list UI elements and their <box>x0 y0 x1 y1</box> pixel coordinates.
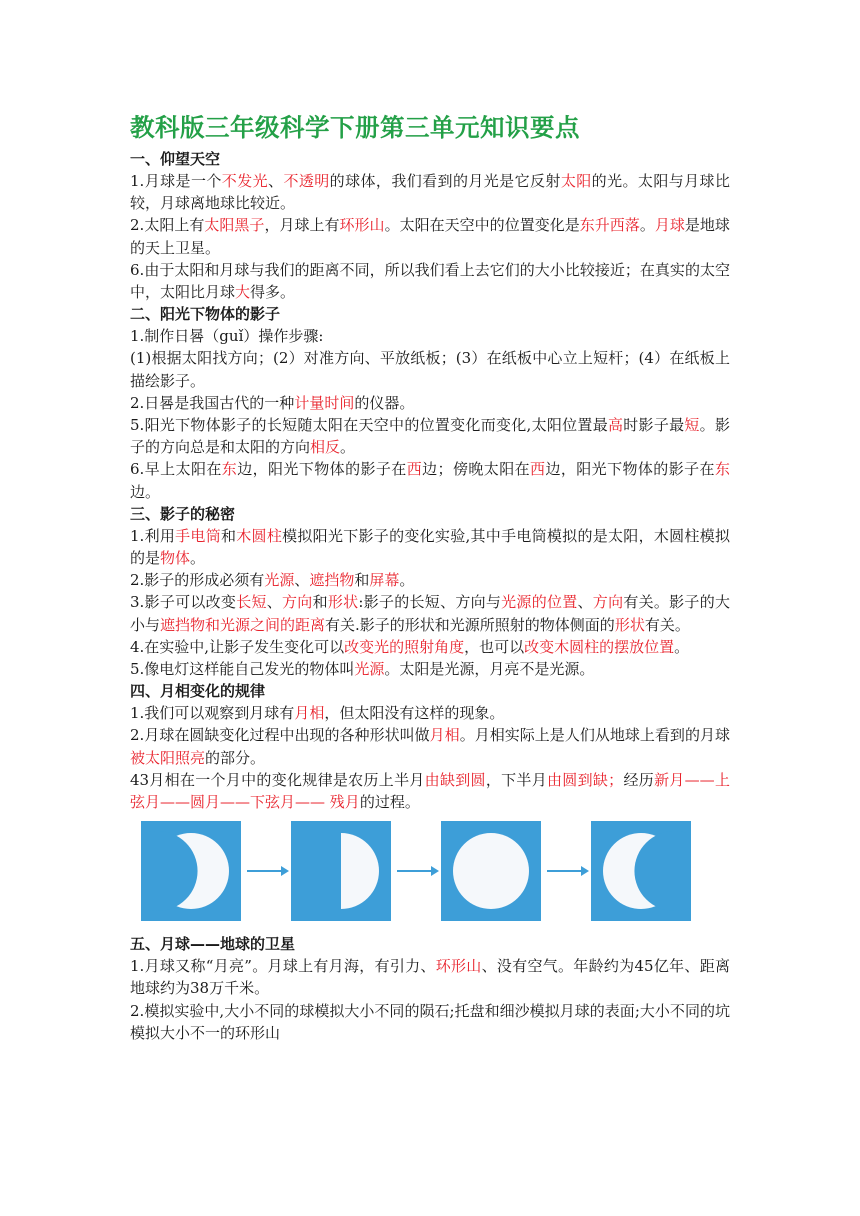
moon-phase-waxing-crescent <box>141 821 241 921</box>
highlighted-term: 东 <box>714 460 730 479</box>
paragraph <box>130 414 730 458</box>
text-run: 边，阳光下物体的影子在 <box>237 460 407 479</box>
text-run: 有关。影子的大小与 <box>130 593 730 634</box>
highlighted-term: 太阳黑子 <box>204 216 265 235</box>
paragraph <box>130 569 730 591</box>
highlighted-term: 由缺到圆 <box>424 770 486 789</box>
text-run: 和 <box>221 526 237 545</box>
document-title: 教科版三年级科学下册第三单元知识要点 <box>130 113 580 142</box>
text-run: 2.日晷是我国古代的一种 <box>130 393 295 412</box>
text-run: :影子的长短、方向与 <box>358 593 502 612</box>
text-run: 模拟阳光下影子的变化实验,其中手电筒模拟的是太阳，木圆柱模拟的是 <box>130 526 730 568</box>
paragraph <box>130 347 730 391</box>
text-run: 和 <box>354 571 370 590</box>
paragraph <box>130 769 730 813</box>
text-run: 1.利用 <box>130 526 176 545</box>
text-run: 43月相在一个月中的变化规律是农历上半月 <box>130 770 425 789</box>
text-run: 的部分。 <box>205 748 266 767</box>
moon-phase-waning-crescent <box>591 821 691 921</box>
highlighted-term: 光源的位置 <box>501 593 578 612</box>
text-run: 的光。太阳与月球比较，月球离地球比较近。 <box>130 172 730 213</box>
paragraph <box>130 170 730 214</box>
highlighted-term: 被太阳照亮 <box>130 748 206 767</box>
text-run: 2.模拟实验中,大小不同的球模拟大小不同的陨石;托盘和细沙模拟月球的表面;大小不同的坑模拟大小不一的环形山 <box>130 1001 730 1042</box>
highlighted-term: 方向 <box>282 593 313 612</box>
text-run: 和 <box>312 593 328 612</box>
section-heading: 五、月球——地球的卫星 <box>130 935 296 954</box>
text-run: 1.月球又称“月亮”。月球上有月海，有引力、 <box>130 957 436 976</box>
paragraph <box>130 636 730 658</box>
highlighted-term: 形状 <box>327 593 359 612</box>
paragraph <box>130 1000 730 1044</box>
highlighted-term: 长短 <box>236 593 267 612</box>
highlighted-term: 新月——上弦月——圆月——下弦月—— <box>130 770 730 812</box>
highlighted-term: 太阳 <box>560 172 592 190</box>
text-run: ，也可以 <box>464 637 525 656</box>
text-run: 。 <box>340 438 356 457</box>
highlighted-term: 手电筒 <box>175 526 221 545</box>
document-page <box>130 108 730 1044</box>
text-run: 6.由于太阳和月球与我们的距离不同，所以我们看上去它们的大小比较接近；在真实的太空中，太阳比月球 <box>130 260 730 302</box>
document-body <box>130 148 730 1044</box>
moon-phase-full <box>441 821 541 921</box>
moon-disc <box>453 833 529 909</box>
highlighted-term: 屏幕 <box>369 571 400 590</box>
arrow-right-icon <box>391 821 441 921</box>
highlighted-term: 环形山 <box>435 957 482 976</box>
text-run: 。月相实际上是人们从地球上看到的月球 <box>459 726 730 745</box>
text-run: 、 <box>577 593 593 612</box>
highlighted-term: 光源 <box>264 571 295 590</box>
text-run: 经历 <box>623 770 655 789</box>
paragraph <box>130 658 730 680</box>
highlighted-term: 方向 <box>592 593 624 612</box>
highlighted-term: 高 <box>607 416 624 435</box>
paragraph <box>130 525 730 569</box>
section-heading: 四、月相变化的规律 <box>130 682 266 701</box>
text-run: 。 <box>190 549 206 568</box>
text-run: 5.像电灯这样能自己发光的物体叫 <box>130 660 355 679</box>
text-run: (1)根据太阳找方向；(2）对准方向、平放纸板；(3）在纸板中心立上短杆；(4）在纸板上描绘影子。 <box>130 349 730 390</box>
moon-phase-diagram <box>141 815 730 927</box>
text-run: 边，阳光下物体的影子在 <box>545 460 715 479</box>
highlighted-term: 环形山 <box>339 216 385 235</box>
text-run: 。 <box>674 637 690 656</box>
text-run: 。太阳在天空中的位置变化是 <box>384 216 580 235</box>
text-run: 2.太阳上有 <box>130 216 205 235</box>
paragraph <box>130 724 730 768</box>
text-run: 是地球的天上卫星。 <box>130 216 730 257</box>
paragraph <box>130 458 730 502</box>
paragraph <box>130 214 730 258</box>
text-run: 。 <box>639 216 655 235</box>
highlighted-term: 遮挡物和光源之间的距离 <box>160 615 326 634</box>
section-heading: 三、影子的秘密 <box>130 504 236 523</box>
text-run: 6.早上太阳在 <box>130 460 222 479</box>
text-run: 得多。 <box>250 283 296 302</box>
highlighted-term: 西 <box>406 460 423 479</box>
section-heading: 一、仰望天空 <box>130 150 221 168</box>
highlighted-term: 相反 <box>310 438 341 457</box>
highlighted-term: 光源 <box>354 660 385 679</box>
text-run: 。影子的方向总是和太阳的方向 <box>130 416 730 457</box>
highlighted-term: 由圆到缺； <box>547 770 624 789</box>
section-heading: 二、阳光下物体的影子 <box>130 305 281 324</box>
text-run: 边；傍晚太阳在 <box>422 460 531 479</box>
text-run: 的球体，我们看到的月光是它反射 <box>329 172 561 190</box>
highlighted-term: 残月 <box>329 793 360 812</box>
highlighted-term: 计量时间 <box>294 393 355 412</box>
text-run: 4.在实验中,让影子发生变化可以 <box>130 637 345 656</box>
text-run: 、 <box>294 571 310 590</box>
highlighted-term: 遮挡物 <box>309 571 355 590</box>
paragraph <box>130 392 730 414</box>
highlighted-term: 大 <box>235 283 251 302</box>
paragraph <box>130 325 730 347</box>
text-run: 、没有空气。年龄约为45亿年、距离地球约为38万千米。 <box>130 957 730 998</box>
highlighted-term: 短 <box>684 416 700 435</box>
text-run: 1.我们可以观察到月球有 <box>130 704 295 723</box>
text-run: 1.制作日晷（guǐ）操作步骤: <box>130 327 324 346</box>
highlighted-term: 东 <box>221 460 238 479</box>
highlighted-term: 不发光 <box>221 172 269 190</box>
paragraph <box>130 702 730 724</box>
highlighted-term: 月球 <box>654 216 685 235</box>
paragraph <box>130 591 730 635</box>
text-run: 1.月球是一个 <box>130 172 222 190</box>
text-run: 3.影子可以改变 <box>130 593 237 612</box>
moon-phase-first-quarter <box>291 821 391 921</box>
text-run: 2.月球在圆缺变化过程中出现的各种形状叫做 <box>130 726 430 745</box>
text-run: ，月球上有 <box>264 216 340 235</box>
highlighted-term: 月相 <box>429 726 460 745</box>
text-run: 、 <box>266 593 283 612</box>
highlighted-term: 改变光的照射角度 <box>344 637 465 656</box>
highlighted-term: 西 <box>530 460 546 479</box>
highlighted-term: 改变木圆柱的摆放位置 <box>524 637 675 656</box>
text-run: 的仪器。 <box>354 393 415 412</box>
arrow-right-icon <box>541 821 591 921</box>
highlighted-term: 月相 <box>294 704 325 723</box>
paragraph <box>130 259 730 303</box>
moon-lit-half <box>341 833 379 909</box>
text-run: 2.影子的形成必须有 <box>130 571 265 590</box>
text-run: 有关。 <box>644 615 690 634</box>
highlighted-term: 物体 <box>160 549 191 568</box>
text-run: ，下半月 <box>485 770 547 789</box>
text-run: 时影子最 <box>623 416 685 435</box>
text-run: 有关.影子的形状和光源所照射的物体侧面的 <box>325 615 615 634</box>
text-run: 。太阳是光源，月亮不是光源。 <box>384 660 595 679</box>
highlighted-term: 木圆柱 <box>236 526 283 545</box>
highlighted-term: 东升西落 <box>579 216 640 235</box>
text-run: ，但太阳没有这样的现象。 <box>324 704 505 723</box>
text-run: 的过程。 <box>359 793 420 812</box>
highlighted-term: 形状 <box>614 615 645 634</box>
highlighted-term: 不透明 <box>283 172 330 190</box>
text-run: 5.阳光下物体影子的长短随太阳在天空中的位置变化而变化,太阳位置最 <box>130 416 608 435</box>
text-run: 边。 <box>130 482 161 501</box>
text-run: 、 <box>268 172 284 190</box>
paragraph <box>130 955 730 999</box>
arrow-right-icon <box>241 821 291 921</box>
text-run: 。 <box>399 571 415 590</box>
